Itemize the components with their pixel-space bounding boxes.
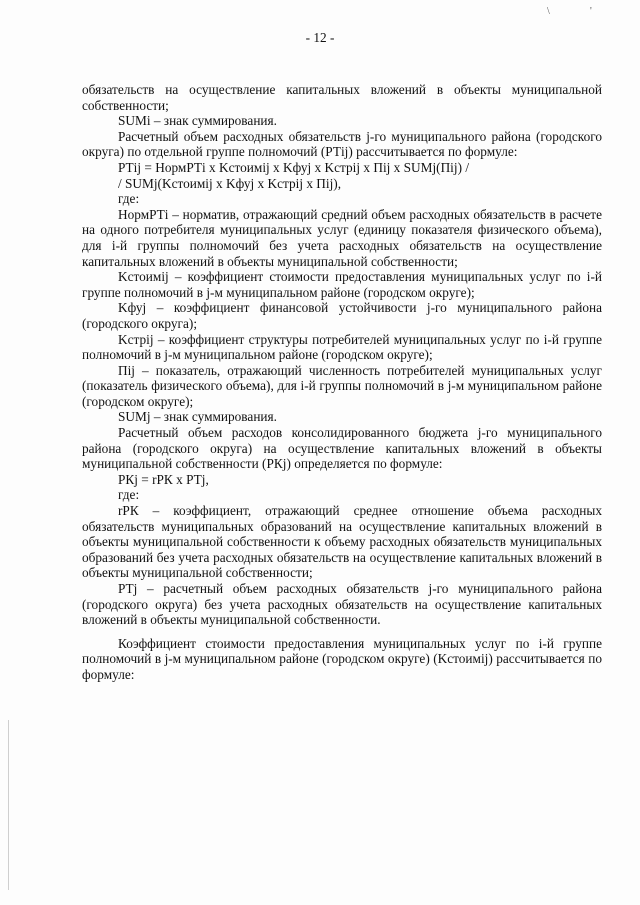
formula-line: РКj = rРК x РТj, (118, 471, 209, 487)
paragraph: где: (118, 191, 140, 207)
formula-line: / SUMj(Kстоимij x Kфуj x Kстрij x Пij), (118, 175, 342, 191)
definition: rРК – коэффициент, отражающий среднее отношение объема расходных обязательств муниципальных образований на осуществление капитальных вложений в объекты муниципальной собственности к объему расходных обязательств муниципальных образований без учета расходных обязательств на осуществление капитальных вложений в объекты муниципальной собственности; (82, 503, 602, 581)
page-number: - 12 - (305, 30, 335, 45)
paragraph: Коэффициент стоимости предоставления муниципальных услуг по i-й группе полномочий в j-м муниципальном районе (городском округе) (Kстоимij) рассчитывается по формуле: (82, 635, 602, 682)
scan-mark: \ (547, 6, 550, 17)
paragraph: обязательств на осуществление капитальных вложений в объекты муниципальной собственности; (82, 82, 602, 113)
document-body (82, 82, 602, 683)
definition: Kстрij – коэффициент структуры потребителей муниципальных услуг по i-й группе полномочий в j-м муниципальном районе (городском округе); (82, 331, 602, 363)
scan-mark: ' (590, 6, 592, 17)
paragraph: где: (118, 487, 140, 503)
formula-line: РТij = НормРТi x Kстоимij x Kфуj x Kстрij x Пij x SUMj(Пij) / (118, 159, 470, 175)
paragraph: SUMi – знак суммирования. (118, 113, 277, 129)
definition: SUMj – знак суммирования. (118, 409, 277, 425)
definition: РТj – расчетный объем расходных обязательств j-го муниципального района (городского округа) без учета расходных обязательств на осуществление капитальных вложений в объекты муниципальной собственности. (82, 581, 602, 628)
scan-edge (8, 720, 9, 890)
paragraph: Расчетный объем расходов консолидированного бюджета j-го муниципального района (городского округа) на осуществление капитальных вложений в объекты муниципальной собственности (РКj) определяется по формуле: (82, 425, 602, 472)
paragraph: Расчетный объем расходных обязательств j-го муниципального района (городского округа) по отдельной группе полномочий (РТij) рассчитывается по формуле: (82, 128, 602, 160)
definition: Kфуj – коэффициент финансовой устойчивости j-го муниципального района (городского округа); (82, 300, 602, 331)
definition: Kстоимij – коэффициент стоимости предоставления муниципальных услуг по i-й группе полномочий в j-м муниципальном районе (городском округе); (82, 269, 602, 300)
definition: НормРТi – норматив, отражающий средний объем расходных обязательств в расчете на одного потребителя муниципальных услуг (единицу показателя физического объема), для i-й группы полномочий без учета расходных обязательств на осуществление капитальных вложений в объекты муниципальной собственности; (82, 206, 602, 269)
definition: Пij – показатель, отражающий численность потребителей муниципальных услуг (показатель физического объема), для i-й группы полномочий в j-м муниципальном районе (городском округе); (82, 362, 602, 409)
